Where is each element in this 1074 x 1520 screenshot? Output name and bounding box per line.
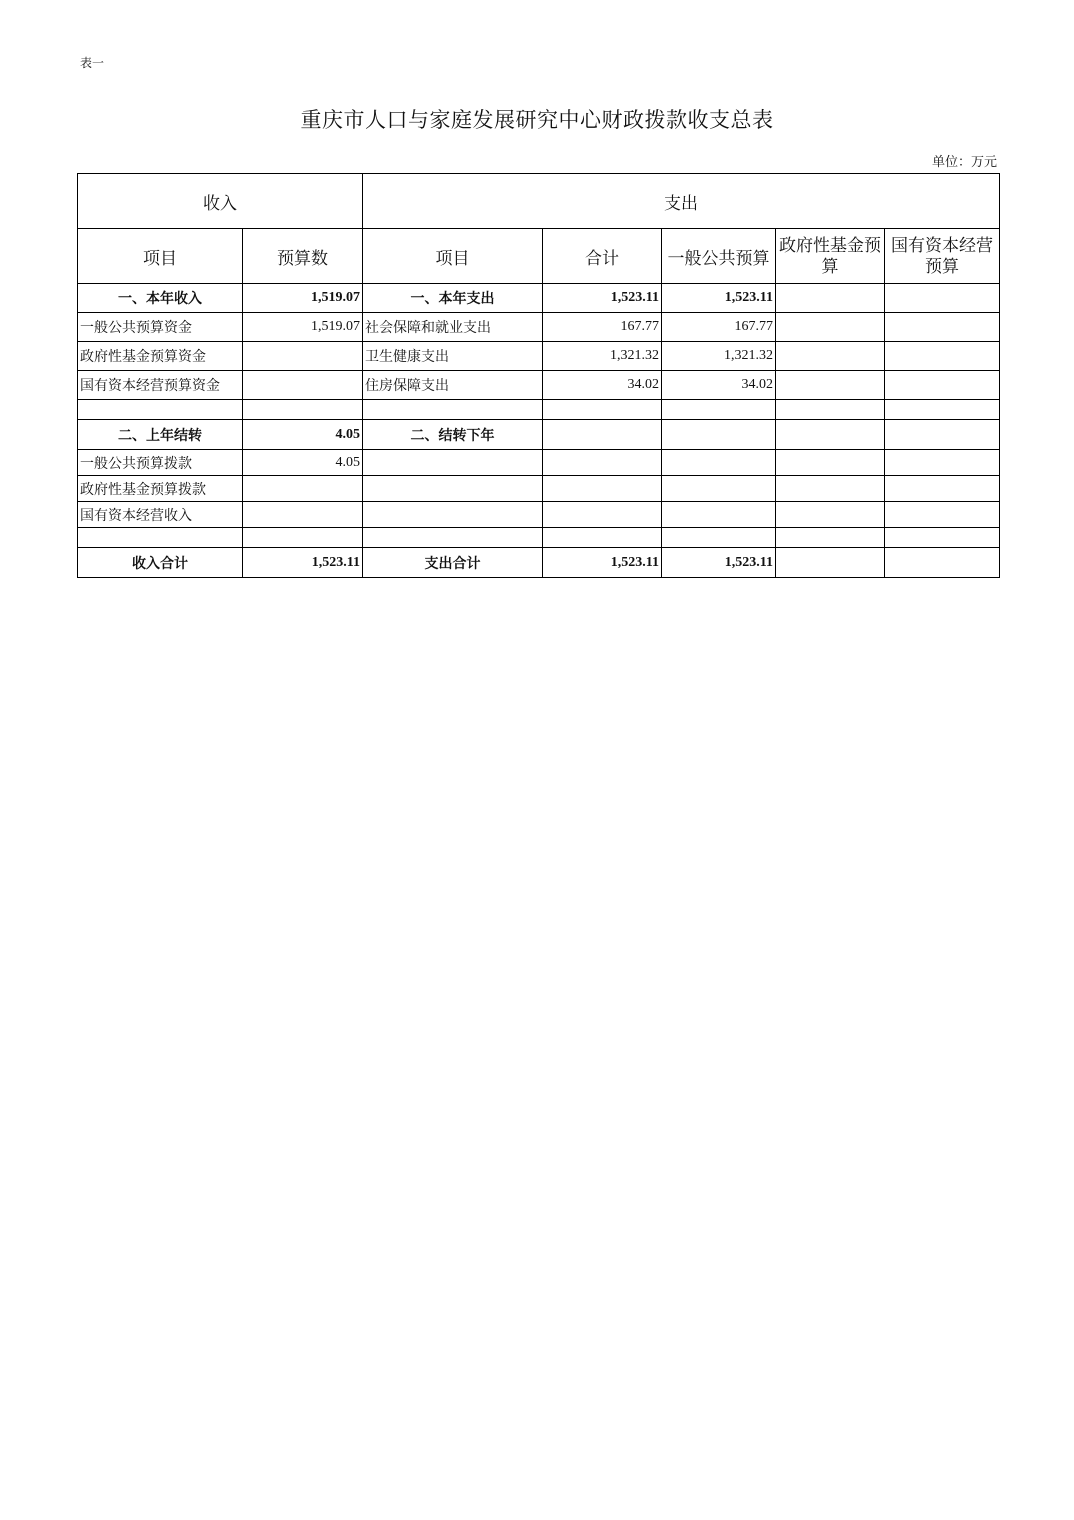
expense-gov-fund (776, 420, 885, 450)
expense-gov-fund (776, 313, 885, 342)
income-label: 政府性基金预算资金 (78, 342, 243, 371)
table-row (78, 420, 1000, 450)
expense-total: 1,321.32 (543, 342, 662, 371)
general-budget-header: 一般公共预算 (662, 229, 776, 284)
expense-gov-fund (776, 371, 885, 400)
expense-state-capital (885, 313, 1000, 342)
expense-total (543, 420, 662, 450)
expense-general (662, 420, 776, 450)
expense-label: 社会保障和就业支出 (363, 313, 543, 342)
expense-total-label: 支出合计 (363, 548, 543, 578)
expense-total-header: 合计 (543, 229, 662, 284)
expense-state-capital (885, 420, 1000, 450)
expense-total: 34.02 (543, 371, 662, 400)
income-label: 一般公共预算拨款 (78, 450, 243, 476)
income-item-header: 项目 (78, 229, 243, 284)
table-row (78, 502, 1000, 528)
income-value (243, 342, 363, 371)
table-row (78, 371, 1000, 400)
income-value (243, 476, 363, 502)
expense-state-capital (885, 371, 1000, 400)
state-capital-header: 国有资本经营预算 (885, 229, 1000, 284)
expense-state-capital-total (885, 548, 1000, 578)
expense-label: 住房保障支出 (363, 371, 543, 400)
expense-label: 一、本年支出 (363, 284, 543, 313)
income-value: 4.05 (243, 450, 363, 476)
table-row (78, 313, 1000, 342)
income-value: 1,519.07 (243, 284, 363, 313)
income-label: 政府性基金预算拨款 (78, 476, 243, 502)
page-title: 重庆市人口与家庭发展研究中心财政拨款收支总表 (300, 108, 774, 132)
income-label: 一、本年收入 (78, 284, 243, 313)
income-label: 国有资本经营预算资金 (78, 371, 243, 400)
income-value: 1,519.07 (243, 313, 363, 342)
expense-state-capital (885, 342, 1000, 371)
expense-general: 167.77 (662, 313, 776, 342)
table-number: 表一 (80, 56, 105, 70)
expense-label: 卫生健康支出 (363, 342, 543, 371)
expense-item-header: 项目 (363, 229, 543, 284)
gov-fund-header: 政府性基金预算 (776, 229, 885, 284)
expense-gov-fund (776, 284, 885, 313)
unit-label: 单位：万元 (931, 154, 997, 169)
expense-gov-fund (776, 342, 885, 371)
income-total-label: 收入合计 (78, 548, 243, 578)
expense-total-value: 1,523.11 (543, 548, 662, 578)
table-row (78, 450, 1000, 476)
expense-general: 34.02 (662, 371, 776, 400)
expense-general-total: 1,523.11 (662, 548, 776, 578)
totals-row (78, 548, 1000, 578)
empty-row (78, 400, 1000, 420)
expense-gov-fund-total (776, 548, 885, 578)
expense-state-capital (885, 284, 1000, 313)
income-value (243, 371, 363, 400)
header-row-top (78, 174, 1000, 229)
income-label: 二、上年结转 (78, 420, 243, 450)
income-label: 国有资本经营收入 (78, 502, 243, 528)
expense-label: 二、结转下年 (363, 420, 543, 450)
table-row (78, 342, 1000, 371)
budget-summary-table (77, 173, 1000, 578)
income-budget-header: 预算数 (243, 229, 363, 284)
income-value: 4.05 (243, 420, 363, 450)
table-row (78, 284, 1000, 313)
expense-total: 1,523.11 (543, 284, 662, 313)
income-header: 收入 (78, 174, 363, 229)
income-value (243, 502, 363, 528)
header-row-sub (78, 229, 1000, 284)
income-total-value: 1,523.11 (243, 548, 363, 578)
expense-total: 167.77 (543, 313, 662, 342)
expense-general: 1,321.32 (662, 342, 776, 371)
income-label: 一般公共预算资金 (78, 313, 243, 342)
expense-general: 1,523.11 (662, 284, 776, 313)
table-row (78, 476, 1000, 502)
expense-header: 支出 (363, 174, 1000, 229)
empty-row (78, 528, 1000, 548)
